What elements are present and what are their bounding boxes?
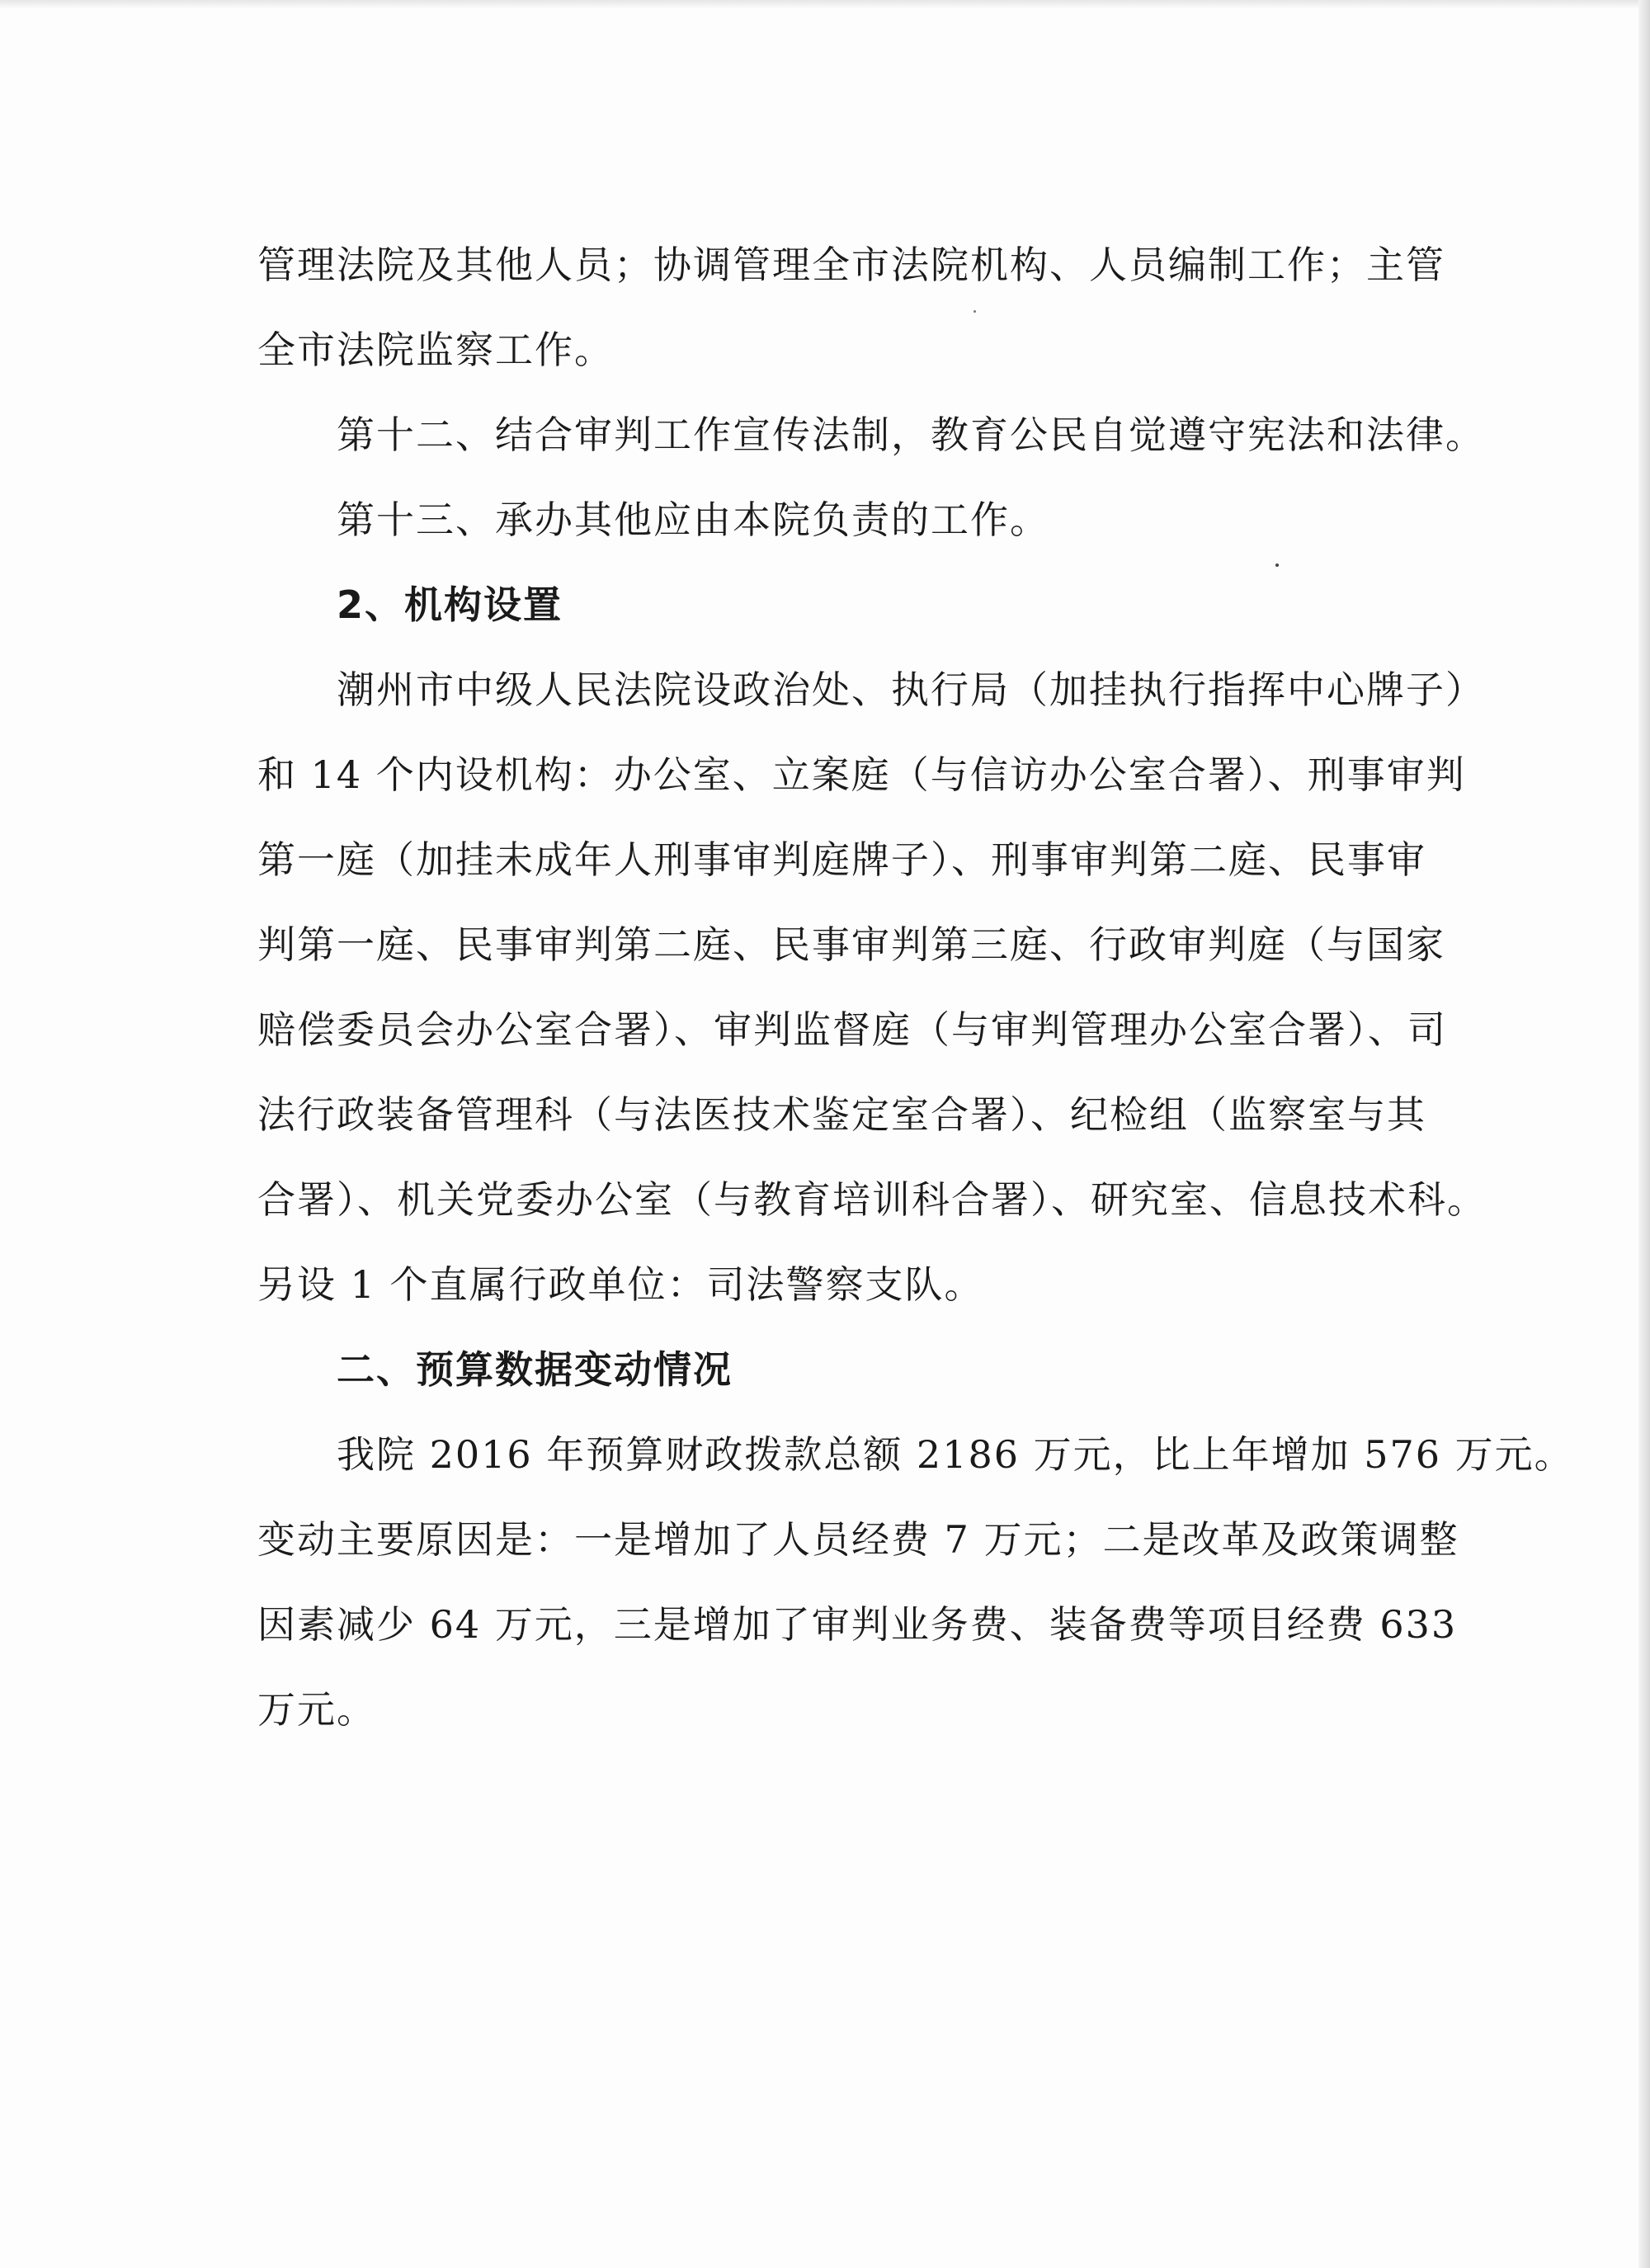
scan-edge-top (0, 0, 1650, 8)
paragraph-line: 变动主要原因是：一是增加了人员经费 7 万元；二是改革及政策调整 (257, 1517, 1459, 1562)
paragraph-line: 全市法院监察工作。 (257, 328, 614, 372)
paragraph-line: 另设 1 个直属行政单位：司法警察支队。 (257, 1262, 984, 1307)
paragraph-line: 赔偿委员会办公室合署）、审判监督庭（与审判管理办公室合署）、司 (257, 1007, 1447, 1052)
paragraph-line: 第一庭（加挂未成年人刑事审判庭牌子）、刑事审判第二庭、民事审 (257, 837, 1426, 882)
paragraph-line: 和 14 个内设机构：办公室、立案庭（与信访办公室合署）、刑事审判 (257, 752, 1466, 797)
paragraph-line: 我院 2016 年预算财政拨款总额 2186 万元，比上年增加 576 万元。 (337, 1432, 1574, 1477)
paragraph-line: 第十三、承办其他应由本院负责的工作。 (337, 497, 1049, 542)
paragraph-line: 潮州市中级人民法院设政治处、执行局（加挂执行指挥中心牌子） (337, 667, 1485, 712)
paragraph-line: 管理法院及其他人员；协调管理全市法院机构、人员编制工作；主管 (257, 243, 1445, 287)
paragraph-line: 合署）、机关党委办公室（与教育培训科合署）、研究室、信息技术科。 (257, 1177, 1487, 1222)
paragraph-line: 判第一庭、民事审判第二庭、民事审判第三庭、行政审判庭（与国家 (257, 922, 1445, 967)
paragraph-line: 因素减少 64 万元，三是增加了审判业务费、装备费等项目经费 633 (257, 1602, 1458, 1647)
paragraph-line: 第十二、结合审判工作宣传法制，教育公民自觉遵守宪法和法律。 (337, 413, 1485, 457)
scan-edge-right (1638, 0, 1650, 2268)
section-heading: 二、预算数据变动情况 (337, 1347, 733, 1392)
section-heading: 2、机构设置 (337, 582, 563, 627)
document-body (257, 223, 1574, 1752)
paragraph-line: 法行政装备管理科（与法医技术鉴定室合署）、纪检组（监察室与其 (257, 1092, 1426, 1137)
paragraph-line: 万元。 (257, 1687, 376, 1732)
